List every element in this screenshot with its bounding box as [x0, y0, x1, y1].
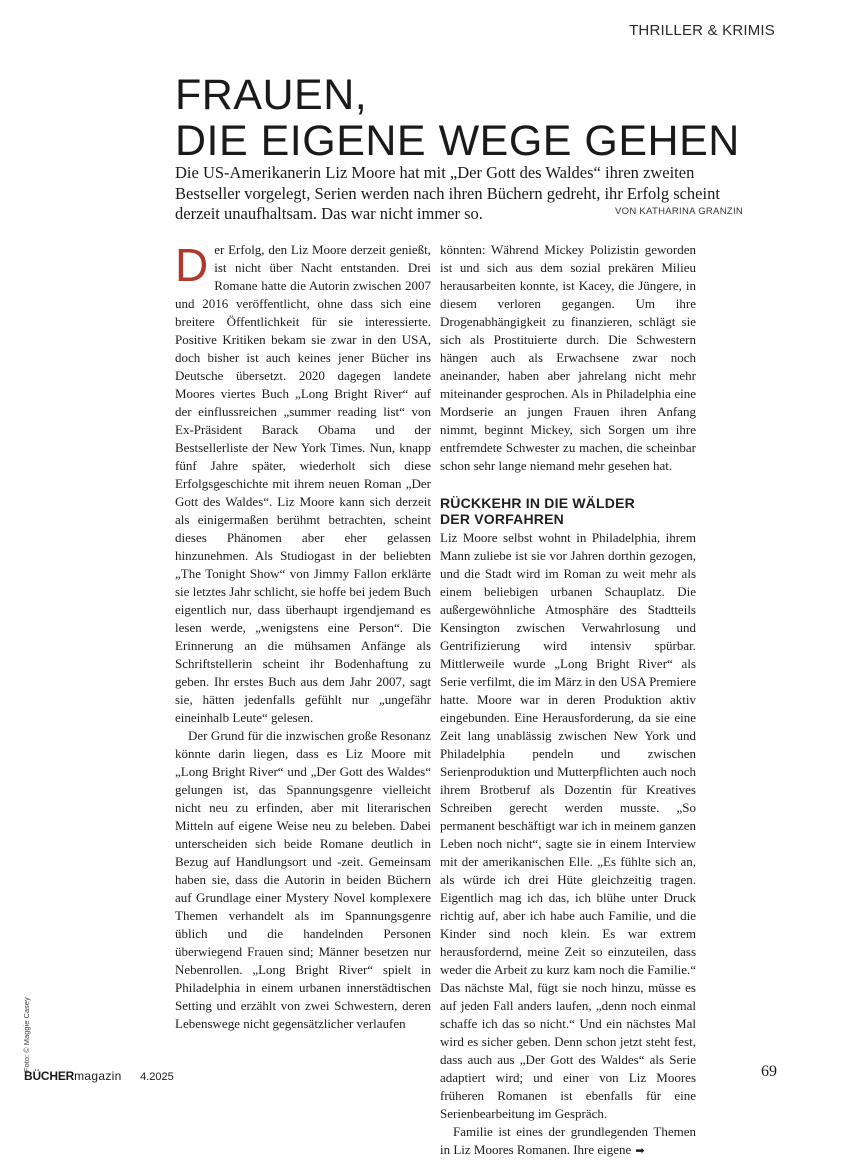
article-column-left	[175, 241, 431, 1033]
author-byline: VON KATHARINA GRANZIN	[615, 206, 744, 217]
photo-credit: Foto: © Maggie Casey	[22, 997, 31, 1072]
arrow-right-icon: ➡	[635, 1144, 645, 1157]
article-column-right	[440, 241, 696, 1160]
paragraph-intro	[175, 241, 431, 727]
headline-line-2: DIE EIGENE WEGE GEHEN	[175, 117, 740, 165]
paragraph-3: Liz Moore selbst wohnt in Philadelphia, ihrem Mann zuliebe ist sie vor Jahren dorthin gezogen, und die Stadt wird im Roman zu weit mehr als einem beliebigen urbanen Schauplatz. Die außergewöhnliche Atmosphäre des Stadtteils Kensington zwischen Verwahrlosung und Gentrifizierung wird intensiv spürbar. Mittlerweile wurde „Long Bright River“ als Serie verfilmt, die im März in den USA Premiere hatte. Moore war in deren Produktion aktiv eingebunden. Eine Herausforderung, da sie eine Zeit lang unablässig zwischen New York und Philadelphia pendeln und zwischen Serienproduktion und Mutterpflichten auch noch ihrem Brotberuf als Dozentin für Kreatives Schreiben gerecht werden musste. „So permanent beschäftigt war ich in meinem ganzen Leben noch nicht“, sagte sie in einem Interview mit der amerikanischen Elle. „Es fühlte sich an, als würde ich drei Hüte gleichzeitig tragen. Eigentlich mag ich das, ich blühe unter Druck richtig auf, aber ich habe auch Familie, und die Kinder sind noch klein. Es war extrem herausfordernd, meine Zeit so einzuteilen, dass weder die Arbeit zu kurz kam noch die Familie.“ Das nächste Mal, fügt sie noch hinzu, müsse es auf jeden Fall anders laufen, „denn noch einmal schaffe ich das so nicht.“ Und ein nächstes Mal wird es sicher geben. Denn schon jetzt steht fest, dass auch aus „Der Gott des Waldes“ als Serie adaptiert wird; und einer von Liz Moores früheren Romanen ist ebenfalls für eine Serienbearbeitung im Gespräch.	[440, 530, 696, 1121]
issue-number: 4.2025	[140, 1071, 174, 1083]
footer-brand	[24, 1067, 174, 1085]
brand-name-part-1: BÜCHER	[24, 1069, 75, 1083]
standfirst: Die US-Amerikanerin Liz Moore hat mit „Der Gott des Waldes“ ihren zweiten Bestseller vorgelegt, Serien werden nach ihren Büchern gedreht, ihr Erfolg scheint derzeit unaufhaltsam. Das war nicht immer so.	[175, 163, 720, 223]
section-label: THRILLER & KRIMIS	[629, 22, 775, 39]
brand-name-part-2: magazin	[74, 1069, 122, 1083]
subheading-line-1: RÜCKKEHR IN DIE WÄLDER	[440, 495, 635, 511]
paragraph-2-continued: könnten: Während Mickey Polizistin geworden ist und sich aus dem sozial prekären Milieu herausarbeiten konnte, ist Kacey, die Jüngere, in diesem verloren gegangen. Um ihre Drogenabhängigkeit zu finanzieren, schlägt sie sich als Prostituierte durch. Die Schwestern hängen auch als Erwachsene zwar noch aneinander, haben aber jahrelang nicht mehr miteinander gesprochen. Als in Philadelphia eine Mordserie an jungen Frauen ihren Anfang nimmt, beginnt Mickey, sich Sorgen um ihre entfremdete Schwester zu machen, die scheinbar schon sehr lange niemand mehr gesehen hat.	[440, 242, 696, 473]
drop-cap: D	[175, 239, 209, 291]
paragraph-intro-text: er Erfolg, den Liz Moore derzeit genießt, ist nicht über Nacht entstanden. Drei Romane hatte die Autorin zwischen 2007 und 2016 veröffentlicht, ohne dass sich eine breitere Öffentlichkeit für sie interessierte. Positive Kritiken bekam sie zwar in den USA, doch bisher ist auch keines jener Bücher ins Deutsche übersetzt. 2020 dagegen landete Moores viertes Buch „Long Bright River“ auf der einflussreichen „summer reading list“ von Ex-Präsident Barack Obama und der Bestsellerliste der New York Times. Nun, knapp fünf Jahre später, wiederholt sich diese Erfolgsgeschichte mit ihrem neuen Roman „Der Gott des Waldes“. Liz Moore kann sich derzeit als einigermaßen berühmt betrachten, scheint dieses Phänomen aber eher gelassen hinzunehmen. Als Studiogast in der beliebten „The Tonight Show“ von Jimmy Fallon erklärte sie letztes Jahr schlicht, sie hoffe bei jedem Buch eigentlich nur, dass überhaupt irgendjemand es lesen werde, „wenigstens eine Person“. Die Erinnerung an die mühsamen Anfänge als Schriftstellerin scheint ihr Bodenhaftung zu geben. Ihr erstes Buch aus dem Jahr 2007, sagt sie, hätten jedenfalls gefühlt nur „ungefähr eineinhalb Leute“ gelesen.	[175, 242, 431, 725]
page-number: 69	[761, 1063, 777, 1080]
subheading	[440, 495, 696, 527]
headline-line-1: FRAUEN,	[175, 71, 368, 119]
paragraph-4	[440, 1123, 696, 1160]
paragraph-2: Der Grund für die inzwischen große Resonanz könnte darin liegen, dass es Liz Moore mit „Long Bright River“ und „Der Gott des Waldes“ gelungen ist, das Spannungsgenre vielleicht nicht neu zu erfinden, aber mit literarischen Mitteln auf eigene Weise neu zu beleben. Dabei unterscheiden sich beide Romane deutlich in Bezug auf Handlungsort und -zeit. Gemeinsam haben sie, dass die Autorin in beiden Büchern auf Grundlage einer Mystery Novel komplexere Themen verhandelt als im Spannungsgenre üblich und die handelnden Personen überwiegend Frauen sind; Männer besetzen nur Nebenrollen. „Long Bright River“ spielt in Philadelphia in einem urbanen innerstädtischen Setting und erzählt von zwei Schwestern, deren Lebenswege nicht gegensätzlicher verlaufen	[175, 728, 431, 1031]
article-headline	[175, 72, 795, 164]
subheading-line-2: DER VORFAHREN	[440, 511, 564, 527]
paragraph-4-text: Familie ist eines der grundlegenden Themen in Liz Moores Romanen. Ihre eigene	[440, 1124, 696, 1157]
